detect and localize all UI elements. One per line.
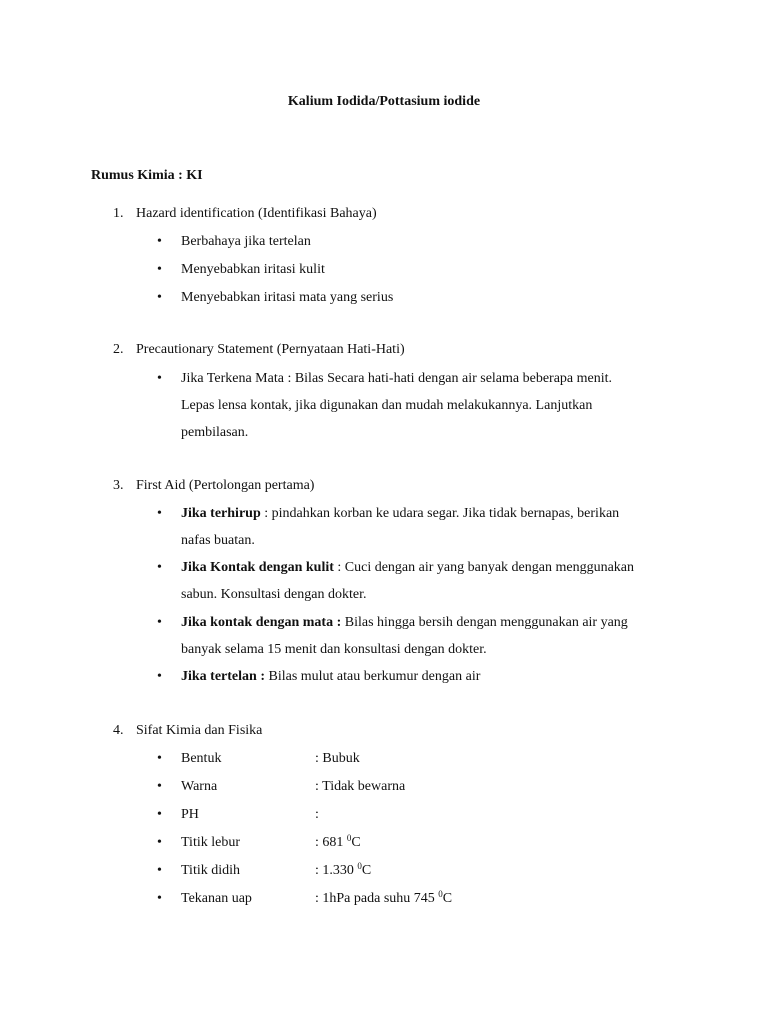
- bullet-icon: •: [157, 779, 162, 794]
- bullet-icon: •: [157, 751, 162, 766]
- degree-superscript: 0: [346, 833, 352, 843]
- bullet-icon: •: [157, 835, 162, 850]
- section-2-heading: Precautionary Statement (Pernyataan Hati-Hati): [136, 342, 405, 357]
- property-number: : 1hPa pada suhu 745: [315, 891, 439, 906]
- first-aid-item: [181, 505, 619, 523]
- property-label: Bentuk: [181, 751, 222, 766]
- first-aid-item: [181, 559, 634, 577]
- degree-superscript: 0: [438, 889, 443, 899]
- section-3-heading: First Aid (Pertolongan pertama): [136, 478, 315, 493]
- bullet-icon: •: [157, 262, 162, 277]
- property-value: :: [315, 807, 319, 822]
- property-unit: C: [361, 863, 372, 878]
- section-4-number: 4.: [113, 723, 124, 738]
- document-title: Kalium Iodida/Pottasium iodide: [287, 94, 481, 109]
- property-value: : Bubuk: [315, 751, 360, 766]
- property-unit: C: [442, 891, 453, 906]
- bullet-icon: •: [157, 560, 162, 575]
- degree-superscript: 0: [357, 861, 362, 871]
- hazard-item: Menyebabkan iritasi mata yang serius: [181, 290, 394, 305]
- precaution-line: Lepas lensa kontak, jika digunakan dan mudah melakukannya. Lanjutkan: [181, 398, 593, 413]
- first-aid-continuation: sabun. Konsultasi dengan dokter.: [181, 587, 367, 602]
- precaution-line: pembilasan.: [181, 425, 249, 440]
- first-aid-condition: Jika terhirup: [181, 506, 261, 521]
- property-label: Titik didih: [181, 863, 241, 878]
- property-value: [315, 890, 452, 908]
- section-4-heading: Sifat Kimia dan Fisika: [136, 723, 263, 738]
- bullet-icon: •: [157, 669, 162, 684]
- property-label: PH: [181, 807, 199, 822]
- bullet-icon: •: [157, 891, 162, 906]
- first-aid-continuation: nafas buatan.: [181, 533, 255, 548]
- property-unit: C: [351, 835, 361, 850]
- section-1-heading: Hazard identification (Identifikasi Bahaya): [136, 206, 377, 221]
- first-aid-instruction: Bilas mulut atau berkumur dengan air: [264, 669, 481, 684]
- bullet-icon: •: [157, 290, 162, 305]
- property-value: [315, 834, 361, 852]
- property-value: [315, 862, 371, 880]
- bullet-icon: •: [157, 615, 162, 630]
- first-aid-condition: Jika Kontak dengan kulit: [181, 560, 334, 575]
- property-label: Titik lebur: [181, 835, 240, 850]
- first-aid-item: [181, 614, 628, 632]
- first-aid-instruction: Bilas hingga bersih dengan menggunakan air yang: [341, 615, 628, 630]
- property-value: : Tidak bewarna: [315, 779, 406, 794]
- first-aid-condition: Jika tertelan :: [181, 669, 265, 684]
- property-number: : 1.330: [315, 863, 358, 878]
- first-aid-instruction: : pindahkan korban ke udara segar. Jika tidak bernapas, berikan: [260, 506, 620, 521]
- bullet-icon: •: [157, 234, 162, 249]
- hazard-item: Menyebabkan iritasi kulit: [181, 262, 325, 277]
- first-aid-condition: Jika kontak dengan mata :: [181, 615, 342, 630]
- precaution-line: Jika Terkena Mata : Bilas Secara hati-hati dengan air selama beberapa menit.: [181, 371, 613, 386]
- chemical-formula: Rumus Kimia : KI: [91, 168, 203, 183]
- hazard-item: Berbahaya jika tertelan: [181, 234, 311, 249]
- property-label: Tekanan uap: [181, 891, 252, 906]
- first-aid-continuation: banyak selama 15 menit dan konsultasi dengan dokter.: [181, 642, 487, 657]
- bullet-icon: •: [157, 807, 162, 822]
- first-aid-instruction: : Cuci dengan air yang banyak dengan menggunakan: [333, 560, 635, 575]
- section-1-number: 1.: [113, 206, 124, 221]
- section-2-number: 2.: [113, 342, 124, 357]
- bullet-icon: •: [157, 863, 162, 878]
- property-number: : 681: [315, 835, 347, 850]
- bullet-icon: •: [157, 371, 162, 386]
- section-3-number: 3.: [113, 478, 124, 493]
- property-label: Warna: [181, 779, 218, 794]
- bullet-icon: •: [157, 506, 162, 521]
- first-aid-item: [181, 668, 480, 686]
